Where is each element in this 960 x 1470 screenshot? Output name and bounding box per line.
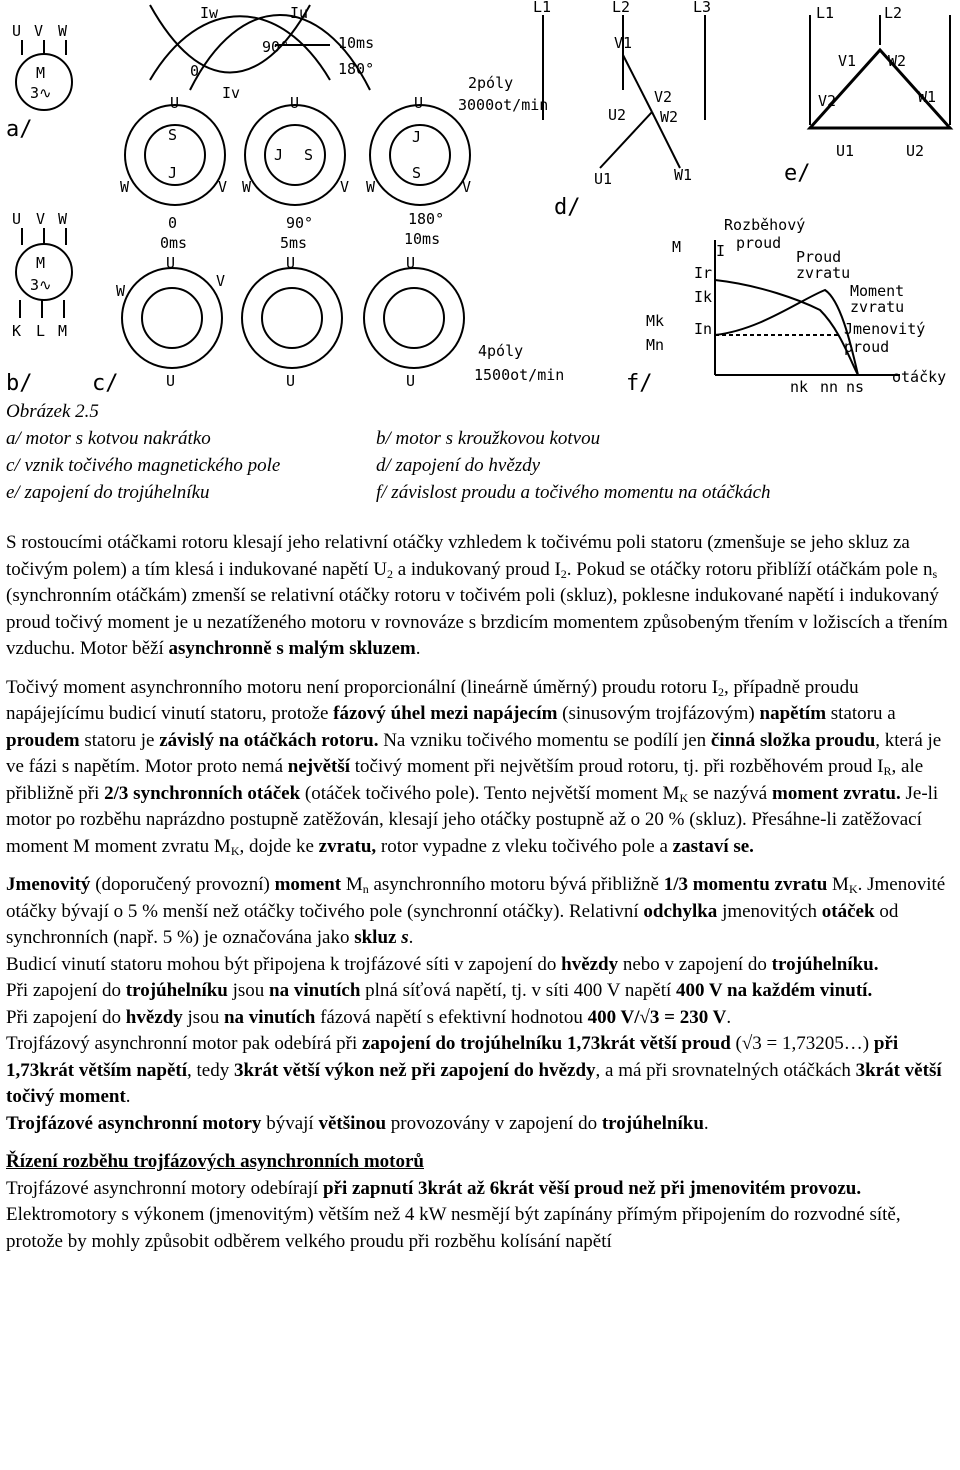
paragraph-5: Při zapojení do trojúhelníku jsou na vinutích plná síťová napětí, tj. v síti 400 V napětí 400 V na každém vinutí. [6,980,873,1001]
paragraph-3: Jmenovitý (doporučený provozní) moment $M_n$ asynchronního motoru bývá přibližně 1/3 momentu zvratu $M_K$. Jmenovité otáčky bývají o 5 % menší než otáčky točivého pole (synchronní otáčky). Relativní odchylka jmenovitých otáček od synchronních (např. 5 %) je označována jako skluz s. [6,874,946,948]
e-V1: V1 [838,52,857,70]
caption-b: b/ motor s kroužkovou kotvou [376,428,601,449]
label-b: b/ [6,371,33,395]
f-break-torque-1: Moment [850,282,905,300]
s3-U: U [414,94,424,112]
caption-e: e/ zapojení do trojúhelníku [6,482,210,503]
f-speed: otáčky [892,368,947,386]
label-b-W: W [58,210,68,228]
label-d: d/ [554,195,581,220]
motor-a-m: M [36,64,46,82]
figure-caption [6,398,956,506]
s2-U: U [290,94,300,112]
f-ns: ns [846,378,865,395]
delta-diagram [810,15,950,128]
label-b-L: L [36,322,46,340]
wave-iu: Iu [290,4,309,22]
s1-U: U [170,94,180,112]
wave-iv: Iv [222,84,241,102]
c-0ms: 0ms [160,234,188,252]
s4-U2: U [166,372,176,390]
e-U2: U2 [906,142,925,160]
s3-V: V [462,178,472,196]
s3-S: S [412,164,422,182]
d-V2: V2 [654,88,673,106]
wave-10ms: 10ms [338,34,375,52]
f-nominal-2: proud [844,338,890,356]
f-break-current-1: Proud [796,248,842,266]
current-waves [150,5,370,90]
rpm-3000: 3000ot/min [458,96,549,114]
s6-U2: U [406,372,416,390]
s4-V: V [216,272,226,290]
e-L2: L2 [884,4,903,22]
f-I: I [716,242,726,260]
s3-J: J [412,128,422,146]
s6-U: U [406,254,416,272]
paragraph-10: Elektromotory s výkonem (jmenovitým) větším než 4 kW nesmějí být zapínány přímým připojením do rozvodné sítě, protože by mohly způsobit odběrem velkého proudu při rozběhu kolísání napětí [6,1204,901,1252]
d-U1: U1 [594,170,613,188]
stator-4pole [122,268,464,368]
poles-2: 2póly [468,74,514,92]
s1-W: W [120,178,130,196]
poles-4: 4póly [478,342,524,360]
label-b-U: U [12,210,22,228]
s3-W: W [366,178,376,196]
caption-title: Obrázek 2.5 [6,401,99,422]
label-f: f/ [626,371,653,395]
caption-f: f/ závislost proudu a točivého momentu na otáčkách [376,482,771,503]
motor-a-3: 3∿ [30,84,52,102]
label-e: e/ [784,161,811,186]
d-W2: W2 [660,108,679,126]
paragraph-9: Trojfázové asynchronní motory odebírají při zapnutí 3krát až 6krát věší proud než při jmenovitém provozu. [6,1177,862,1199]
label-b-M: M [58,322,68,340]
paragraph-4: Budicí vinutí statoru mohou být připojena k trojfázové síti v zapojení do hvězdy nebo v zapojení do trojúhelníku. [6,953,879,975]
f-Mk: Mk [646,312,665,330]
e-W1: W1 [918,88,937,106]
s2-S: S [304,146,314,164]
s5-U2: U [286,372,296,390]
s1-V: V [218,178,228,196]
f-M: M [672,238,682,256]
caption-d: d/ zapojení do hvězdy [376,455,541,476]
stator-2pole [125,105,470,205]
s2-W: W [242,178,252,196]
c-10ms: 10ms [404,230,441,248]
f-Ir: Ir [694,264,713,282]
label-a-V: V [34,22,44,40]
f-nk: nk [790,378,809,395]
wave-90: 90° [262,38,290,56]
paragraph-2: Točivý moment asynchronního motoru není proporcionální (lineárně úměrný) proudu rotoru $I_2$, případně proudu napájejícímu budicí vinutí statoru, protože fázový úhel mezi napájecím (sinusovým trojfázovým) napětím statoru a proudem statoru je závislý na otáčkách rotoru. Na vzniku točivého momentu se podílí jen činná složka proudu, která je ve fázi s napětím. Motor proto nemá největší točivý moment při největším proud rotoru, tj. při rozběhovém proud $I_R$, ale přibližně při 2/3 synchronních otáček (otáček točivého pole). Tento největší moment $M_K$ se nazývá moment zvratu. Je-li motor po rozběhu naprázdno postupně zatěžován, klesají jeho otáčky postupně až o 20 % (skluz). Přesáhne-li zatěžovací moment M moment zvratu $M_K$, dojde ke zvratu, rotor vypadne z vleku točivého pole a zastaví se. [6,676,942,858]
wave-iw: Iw [200,4,219,22]
d-U2: U2 [608,106,627,124]
f-start-2: proud [736,234,782,252]
f-In: In [694,320,713,338]
f-break-current-2: zvratu [796,264,851,282]
d-V1: V1 [614,34,633,52]
caption-c: c/ vznik točivého magnetického pole [6,455,281,476]
motor-b-3: 3∿ [30,276,52,294]
f-nominal-1: Jmenovitý [844,320,926,338]
wave-180: 180° [338,60,375,78]
label-a-U: U [12,22,22,40]
s4-U: U [166,254,176,272]
f-nn: nn [820,378,839,395]
label-a-W: W [58,22,68,40]
e-L1: L1 [816,4,835,22]
motor-b-m: M [36,254,46,272]
motor-symbol-b [16,228,72,318]
rpm-1500: 1500ot/min [474,366,565,384]
section-heading: Řízení rozběhu trojfázových asynchronních motorů [6,1151,424,1172]
f-Mn: Mn [646,336,665,354]
c-180: 180° [408,210,445,228]
f-Ik: Ik [694,288,713,306]
wave-0: 0 [190,62,200,80]
f-start-1: Rozběhový [724,216,806,234]
s1-S: S [168,126,178,144]
c-90: 90° [286,214,314,232]
s4-W: W [116,282,126,300]
label-b-K: K [12,322,22,340]
d-W1: W1 [674,166,693,184]
c-0: 0 [168,214,178,232]
figure-2-5 [0,0,960,395]
e-V2: V2 [818,92,837,110]
e-W2: W2 [888,52,907,70]
s2-V: V [340,178,350,196]
paragraph-8: Trojfázové asynchronní motory bývají většinou provozovány v zapojení do trojúhelníku. [6,1112,709,1134]
label-b-V: V [36,210,46,228]
document-body [6,530,956,1255]
d-L1: L1 [533,0,552,16]
e-U1: U1 [836,142,855,160]
f-break-torque-2: zvratu [850,298,905,316]
caption-a: a/ motor s kotvou nakrátko [6,428,211,449]
paragraph-1: S rostoucími otáčkami rotoru klesají jeho relativní otáčky vzhledem k točivému poli statoru (zmenšuje se jeho skluz za točivým polem) a tím klesá i indukované napětí $U_2$ a indukovaný proud $I_2$. Pokud se otáčky rotoru přiblíží otáčkám pole $n_s$ (synchronním otáčkám) zmenší se relativní otáčky rotoru v točivém poli (skluz), poklesne indukované napětí i indukovaný proud točivý moment je u nezatíženého motoru v rovnováze s brzdicím momentem způsobeným třením v ložiscích a třením vzduchu. Motor běží asynchronně s malým skluzem. [6,532,948,659]
s5-U: U [286,254,296,272]
paragraph-7: Trojfázový asynchronní motor pak odebírá při zapojení do trojúhelníku 1,73krát větší proud (√3 = 1,73205…) při 1,73krát větším napětí, tedy 3krát větší výkon než při zapojení do hvězdy, a má při srovnatelných otáčkách 3krát větší točivý moment. [6,1033,942,1107]
s1-J: J [168,164,178,182]
paragraph-6: Při zapojení do hvězdy jsou na vinutích fázová napětí s efektivní hodnotou 400 V/√3 = 230 V. [6,1006,732,1028]
d-L2: L2 [612,0,631,16]
s2-J: J [274,146,284,164]
c-5ms: 5ms [280,234,308,252]
label-c: c/ [92,371,119,395]
d-L3: L3 [693,0,712,16]
label-a: a/ [6,117,33,142]
